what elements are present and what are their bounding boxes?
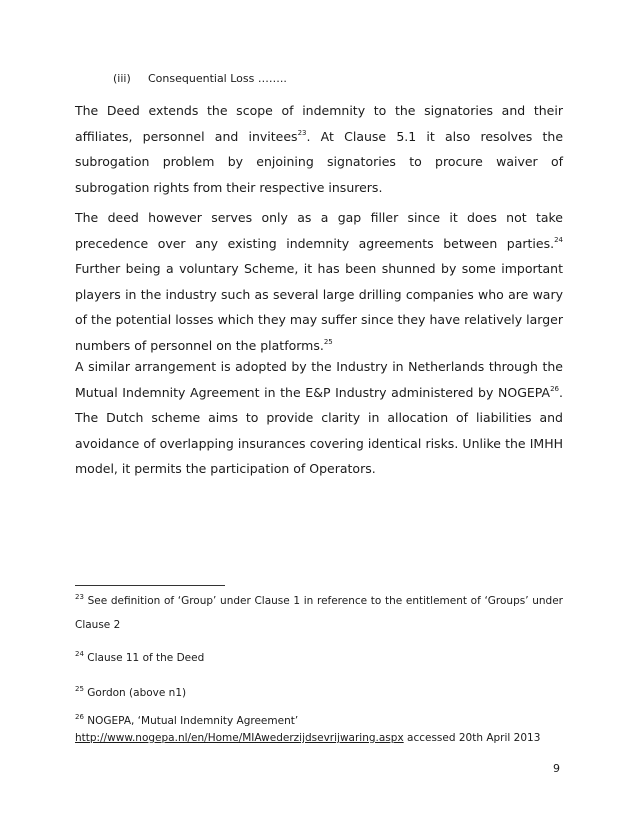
- footnote-24: [75, 646, 563, 670]
- footnote-23-text: See definition of ‘Group’ under Clause 1 in reference to the entitlement of ‘Groups’ under Clause 2: [75, 595, 563, 631]
- footnote-23: [75, 589, 563, 637]
- footnote-separator: [75, 585, 225, 586]
- section-heading: [113, 72, 287, 85]
- footnote-25: [75, 681, 563, 705]
- paragraph-1: [75, 98, 563, 200]
- footnote-26-text: NOGEPA, ‘Mutual Indemnity Agreement’: [87, 715, 299, 727]
- footnote-23-number: 23: [75, 593, 84, 601]
- footnote-ref-23[interactable]: 23: [297, 128, 307, 137]
- footnote-26: [75, 713, 563, 747]
- paragraph-1-text-a: The Deed extends the scope of indemnity to the signatories and their affiliates, personnel and invitees: [75, 103, 563, 144]
- paragraph-3: [75, 354, 563, 482]
- footnote-25-text: Gordon (above n1): [87, 687, 187, 699]
- paragraph-2: [75, 205, 563, 358]
- footnote-ref-25[interactable]: 25: [323, 337, 333, 346]
- footnote-24-number: 24: [75, 650, 84, 658]
- footnote-25-number: 25: [75, 685, 84, 693]
- paragraph-2-text-a: The deed however serves only as a gap filler since it does not take precedence over any existing indemnity agreements between parties.: [75, 210, 563, 251]
- paragraph-3-text-a: A similar arrangement is adopted by the Industry in Netherlands through the Mutual Indemnity Agreement in the E&P Industry administered by NOGEPA: [75, 359, 563, 400]
- paragraph-1-text-b: . At Clause 5.1 it also resolves the subrogation problem by enjoining signatories to procure waiver of subrogation rights from their respective insurers.: [75, 128, 564, 195]
- page-number: 9: [553, 762, 560, 775]
- footnote-ref-26[interactable]: 26: [550, 384, 560, 393]
- paragraph-3-text-b: . The Dutch scheme aims to provide clarity in allocation of liabilities and avoidance of overlapping insurances covering identical risks. Unlike the IMHH model, it permits the participation of Operators.: [75, 384, 563, 476]
- section-title: Consequential Loss ……..: [148, 72, 287, 85]
- footnote-26-suffix: accessed 20th April 2013: [403, 732, 541, 744]
- section-number: (iii): [113, 72, 131, 85]
- footnote-ref-24[interactable]: 24: [554, 235, 563, 244]
- footnote-26-number: 26: [75, 713, 84, 721]
- footnote-26-link[interactable]: http://www.nogepa.nl/en/Home/MIAwederzijdsevrijwaring.aspx: [75, 732, 404, 744]
- footnote-24-text: Clause 11 of the Deed: [87, 652, 205, 664]
- paragraph-2-text-b: Further being a voluntary Scheme, it has been shunned by some important players in the industry such as several large drilling companies who are wary of the potential losses which they may suffer since they have relatively larger numbers of personnel on the platforms.: [75, 261, 563, 353]
